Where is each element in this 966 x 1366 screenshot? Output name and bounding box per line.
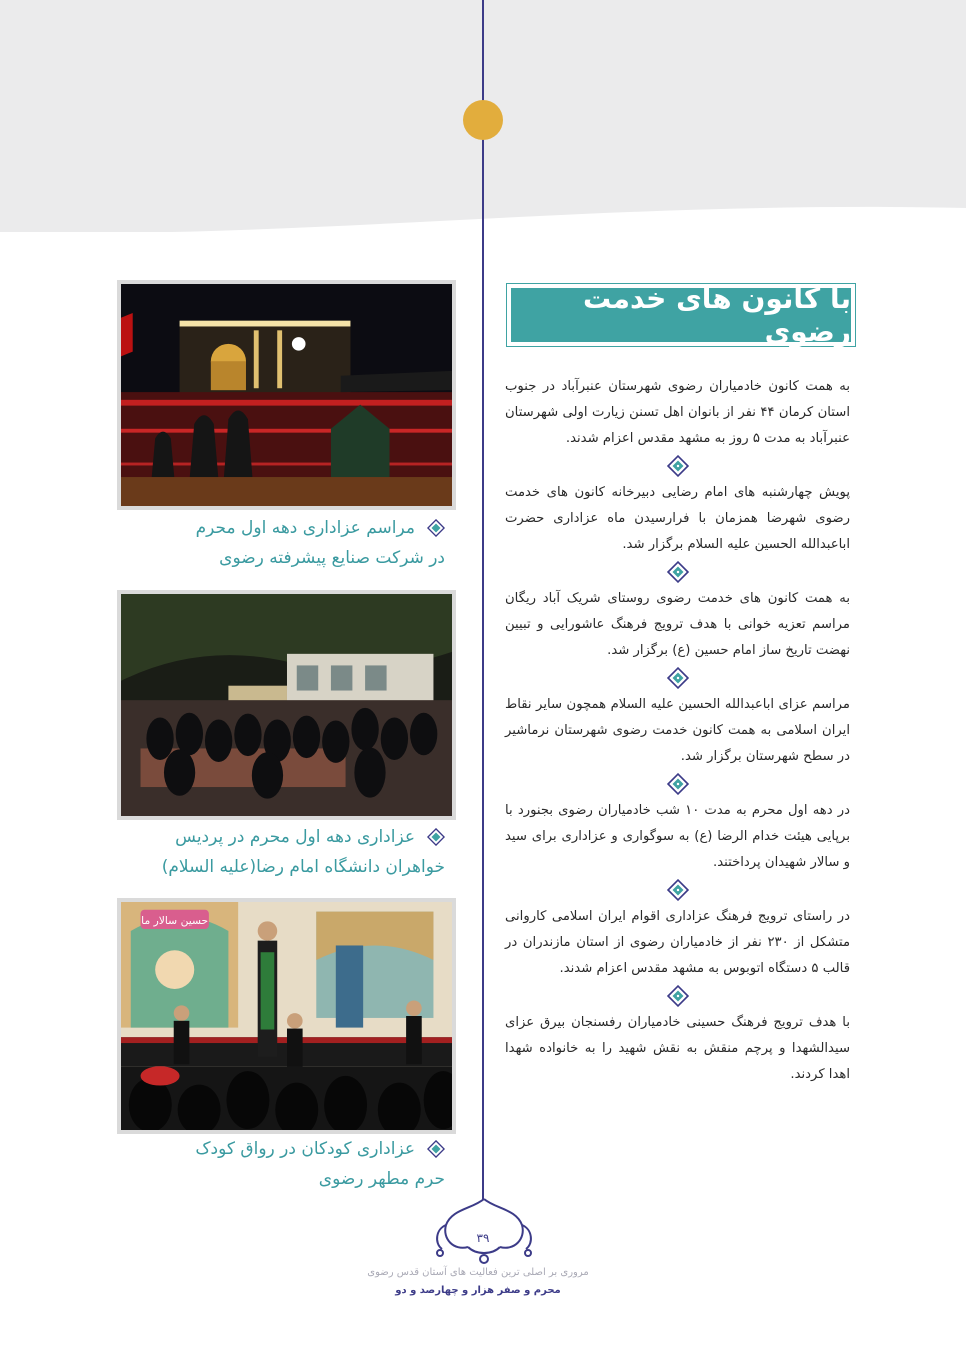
- caption-line: مراسم عزاداری دهه اول محرم: [195, 518, 415, 538]
- diamond-ornament-icon: [427, 1140, 445, 1158]
- diamond-ornament-icon: [667, 879, 689, 901]
- separator: [505, 664, 850, 692]
- diamond-ornament-icon: [427, 519, 445, 537]
- footer-subtitle: محرم و صفر هزار و چهارصد و دو: [395, 1285, 561, 1296]
- photo-shrine-ceremony: [117, 280, 456, 510]
- separator: [505, 452, 850, 480]
- news-paragraph: به همت کانون های خدمت رضوی روستای شریک آباد ریگان مراسم تعزیه خوانی با هدف ترویج فرهنگ عاشورایی و تبیین نهضت تاریخ ساز امام حسین (ع) برگزار شد.: [505, 591, 850, 658]
- caption-line: عزاداری کودکان در رواق کودک: [195, 1139, 415, 1159]
- diamond-ornament-icon: [667, 455, 689, 477]
- gold-circle-ornament: [463, 100, 503, 140]
- diamond-ornament-icon: [667, 667, 689, 689]
- photo-children-mourning: [117, 898, 456, 1134]
- news-paragraph: در دهه اول محرم به مدت ۱۰ شب خادمیاران رضوی بجنورد با برپایی هیئت خدام الرضا (ع) به سوگواری و عزاداری برای سید و سالار شهیدان پرداختند.: [505, 803, 851, 870]
- diamond-ornament-icon: [667, 773, 689, 795]
- separator: [505, 558, 850, 586]
- news-paragraph: مراسم عزای اباعبدالله الحسین علیه السلام همچون سایر نقاط ایران اسلامی به همت کانون خدمت رضوی شهرستان نرماشیر در سطح شهرستان برگزار شد.: [505, 697, 850, 764]
- news-paragraph: به همت کانون خادمیاران رضوی شهرستان عنبرآباد در جنوب استان کرمان ۴۴ نفر از بانوان اهل تسنن زیارت اولی شهرستان عنبرآباد به مدت ۵ روز به مشهد مقدس اعزام شدند.: [505, 379, 850, 446]
- separator: [505, 770, 850, 798]
- photo-caption: [120, 513, 445, 573]
- diamond-ornament-icon: [667, 561, 689, 583]
- photo-caption: [120, 1134, 445, 1194]
- news-paragraph: با هدف ترویج فرهنگ حسینی خادمیاران رفسنجان بیرق عزای سیدالشهدا و پرچم منقش به نقش شهید را به خانواده شهدا اهدا کردند.: [505, 1015, 850, 1082]
- photo-university-mourning: [117, 590, 456, 820]
- page-number: ۳۹: [476, 1231, 490, 1245]
- photo-caption: [120, 822, 445, 882]
- separator: [505, 876, 850, 904]
- banner-text: حسین سالار ما: [141, 914, 209, 928]
- news-column: [505, 374, 850, 1088]
- caption-line: حرم مطهر رضوی: [318, 1169, 445, 1189]
- diamond-ornament-icon: [427, 828, 445, 846]
- footer-title: مروری بر اصلی ترین فعالیت های آستان قدس رضوی: [367, 1267, 589, 1278]
- section-title: با کانون های خدمت رضوی: [507, 284, 855, 346]
- center-spine-line: [482, 0, 484, 1200]
- caption-line: عزاداری دهه اول محرم در پردیس: [175, 827, 415, 847]
- separator: [505, 982, 850, 1010]
- news-paragraph: پویش چهارشنبه های امام رضایی دبیرخانه کانون های خدمت رضوی شهرضا همزمان با فرارسیدن ماه عزاداری حضرت اباعبدالله الحسین علیه السلام برگزار شد.: [505, 485, 850, 552]
- caption-line: خواهران دانشگاه امام رضا(علیه السلام): [161, 857, 445, 877]
- caption-line: در شرکت صنایع پیشرفته رضوی: [219, 548, 445, 568]
- news-paragraph: در راستای ترویج فرهنگ عزاداری اقوام ایران اسلامی کاروانی متشکل از ۲۳۰ نفر از خادمیاران رضوی از استان مازندران در قالب ۵ دستگاه اتوبوس به مشهد مقدس اعزام شدند.: [505, 909, 851, 976]
- diamond-ornament-icon: [667, 985, 689, 1007]
